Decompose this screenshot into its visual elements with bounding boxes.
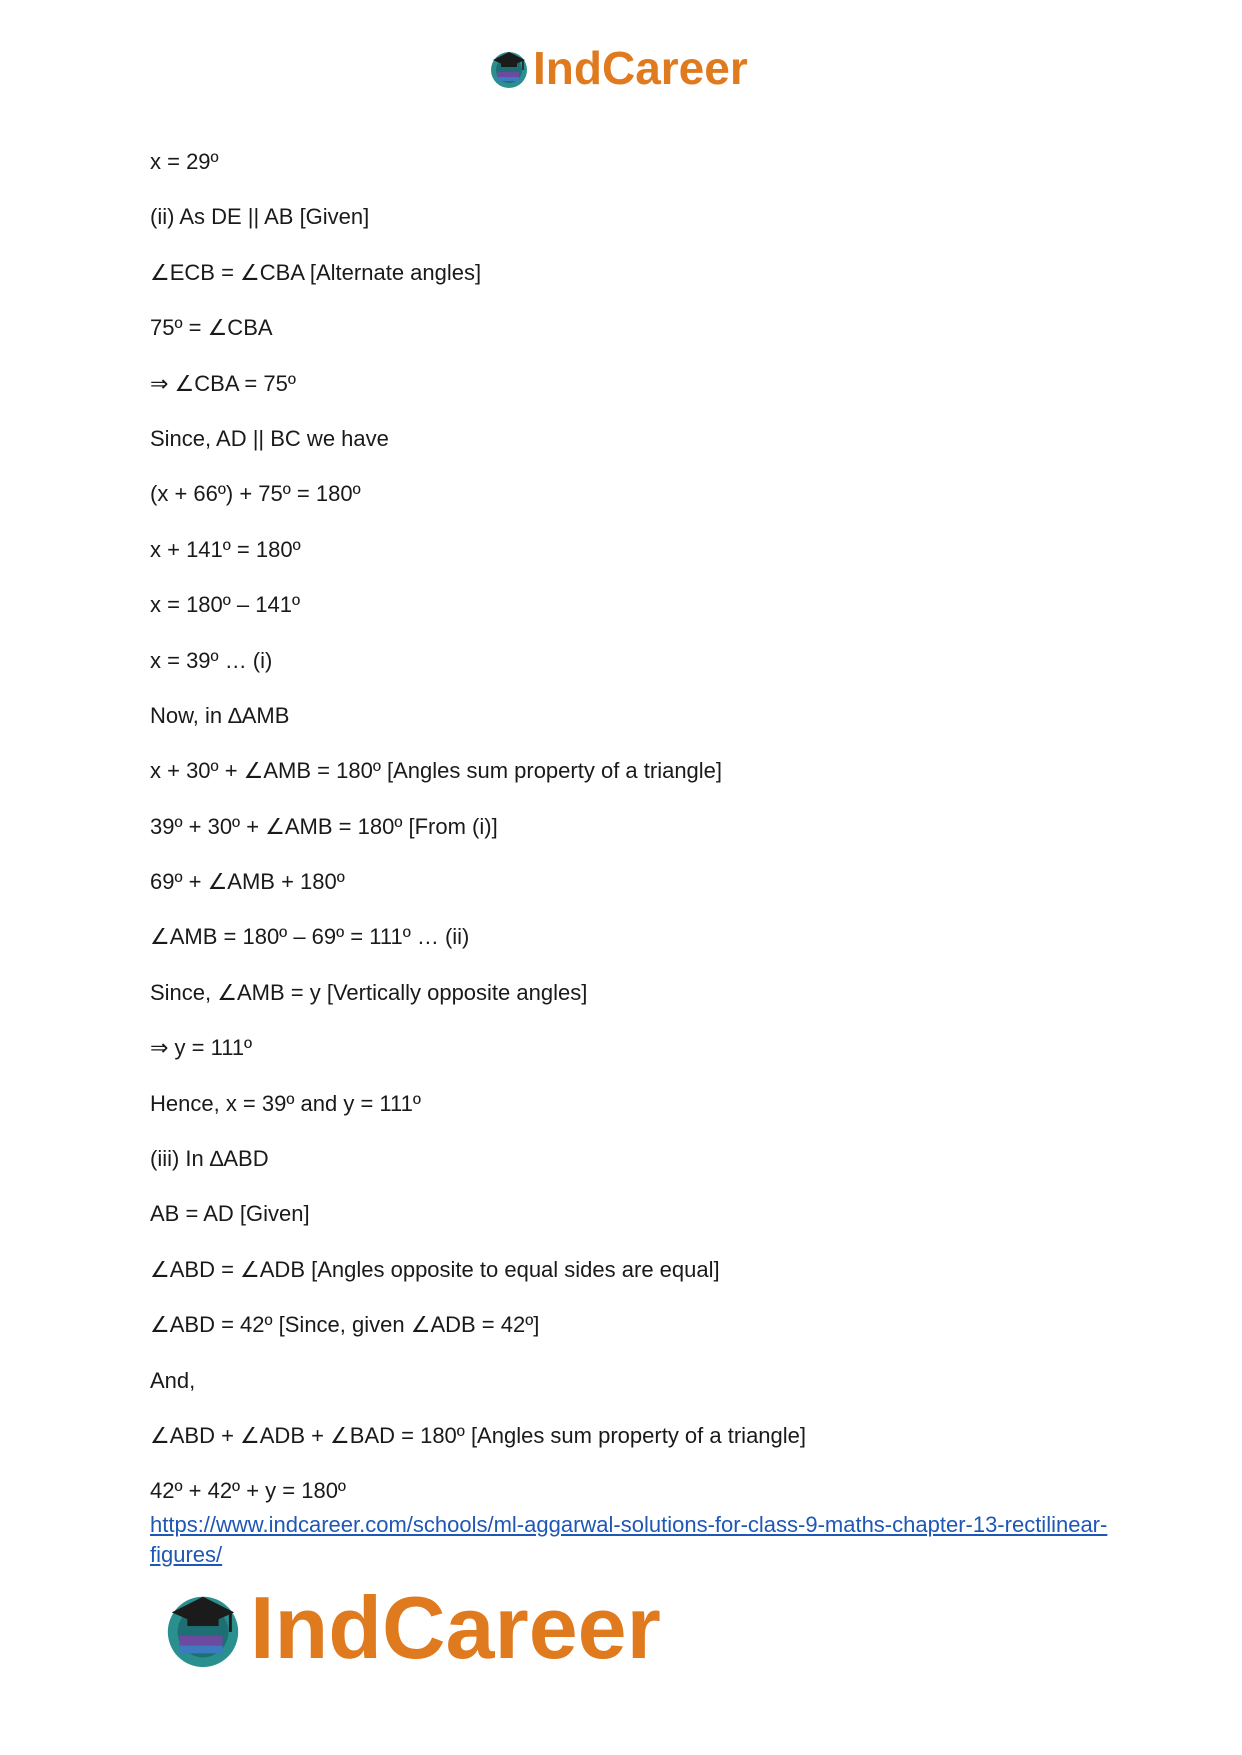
text-line: 69º + ∠AMB + 180º bbox=[150, 869, 345, 895]
text-line: (iii) In ∆ABD bbox=[150, 1146, 269, 1172]
text-line: AB = AD [Given] bbox=[150, 1201, 310, 1227]
text-line: ∠ABD = ∠ADB [Angles opposite to equal sides are equal] bbox=[150, 1256, 720, 1282]
text-line: x = 29º bbox=[150, 149, 219, 174]
graduation-cap-book-icon bbox=[487, 46, 531, 90]
text-line: ⇒ ∠CBA = 75º bbox=[150, 370, 296, 396]
text-line: Now, in ∆AMB bbox=[150, 702, 290, 728]
text-line: 39º + 30º + ∠AMB = 180º [From (i)] bbox=[150, 813, 498, 839]
text-line: (ii) As DE || AB [Given] bbox=[150, 204, 370, 230]
text-line: ∠ECB = ∠CBA [Alternate angles] bbox=[150, 259, 482, 285]
text-line: Since, ∠AMB = y [Vertically opposite angles] bbox=[150, 979, 588, 1005]
text-line: 42º + 42º + y = 180º bbox=[150, 1478, 346, 1504]
footer-logo bbox=[160, 1578, 661, 1678]
source-link[interactable]: https://www.indcareer.com/schools/ml-aggarwal-solutions-for-class-9-maths-chapter-13-rectilinear-figures/ bbox=[150, 1512, 1108, 1567]
text-line: (x + 66º) + 75º = 180º bbox=[150, 481, 361, 507]
text-line: ⇒ y = 111º bbox=[150, 1035, 253, 1061]
logo-wordmark: IndCareer bbox=[533, 42, 748, 94]
text-line: 75º = ∠CBA bbox=[150, 315, 273, 341]
text-line: x + 141º = 180º bbox=[150, 536, 301, 562]
text-line: And, bbox=[150, 1367, 196, 1393]
text-line: ∠ABD + ∠ADB + ∠BAD = 180º [Angles sum property of a triangle] bbox=[150, 1422, 807, 1448]
text-line: Hence, x = 39º and y = 111º bbox=[150, 1090, 421, 1116]
text-line: ∠ABD = 42º [Since, given ∠ADB = 42º] bbox=[150, 1312, 540, 1338]
text-line: ∠AMB = 180º – 69º = 111º … (ii) bbox=[150, 924, 470, 950]
header-logo bbox=[487, 40, 748, 96]
text-line: Since, AD || BC we have bbox=[150, 425, 389, 451]
text-line: x = 39º … (i) bbox=[150, 647, 273, 673]
graduation-cap-book-icon bbox=[160, 1585, 246, 1671]
logo-wordmark: IndCareer bbox=[250, 1578, 661, 1677]
text-line: x = 180º – 141º bbox=[150, 592, 301, 618]
solution-text bbox=[150, 147, 1110, 1532]
text-line: x + 30º + ∠AMB = 180º [Angles sum property of a triangle] bbox=[150, 758, 723, 784]
